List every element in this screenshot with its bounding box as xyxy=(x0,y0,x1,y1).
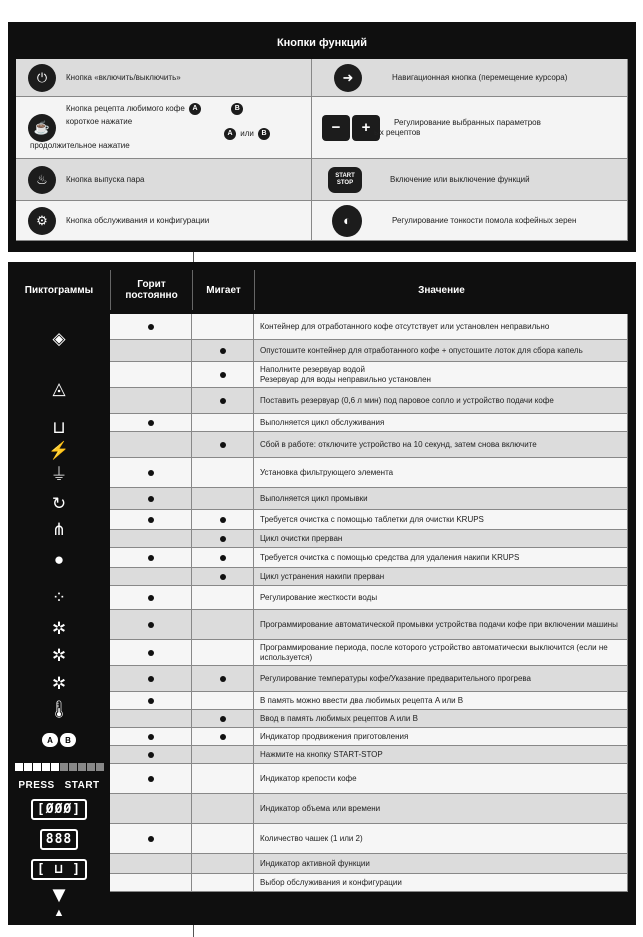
cell-blink xyxy=(192,314,254,339)
cell-blink xyxy=(192,610,254,639)
recipe-or: или xyxy=(240,128,254,138)
on-dot-icon xyxy=(148,698,154,704)
cell-blink xyxy=(192,568,254,585)
cell-blink xyxy=(192,458,254,487)
on-dot-icon xyxy=(148,836,154,842)
table-row xyxy=(110,728,628,746)
minus-button[interactable]: − xyxy=(322,115,350,141)
start-cell xyxy=(312,159,628,201)
cell-blink xyxy=(192,824,254,853)
table-row xyxy=(110,610,628,640)
favorites-hearts-icon xyxy=(8,722,110,758)
on-dot-icon xyxy=(148,496,154,502)
cell-meaning: Программирование периода, после которого устройство автоматически выключится (если не используется) xyxy=(254,640,628,665)
cell-on xyxy=(110,640,192,665)
table-row xyxy=(110,854,628,874)
adjust-label-line1: Регулирование выбранных параметров xyxy=(394,117,541,127)
on-dot-icon xyxy=(148,595,154,601)
cell-meaning: Выполняется цикл промывки xyxy=(254,488,628,509)
cell-blink xyxy=(192,548,254,567)
cell-on xyxy=(110,488,192,509)
start-icon-top: START xyxy=(335,172,355,179)
start-icon-bottom: STOP xyxy=(336,179,354,186)
press-start-pictogram xyxy=(8,776,110,794)
cell-blink xyxy=(192,874,254,891)
cell-meaning: Выполняется цикл обслуживания xyxy=(254,414,628,431)
table-row xyxy=(110,692,628,710)
cell-blink xyxy=(192,666,254,691)
cell-meaning: Требуется очистка с помощью таблетки для очистки KRUPS xyxy=(254,510,628,529)
heart-a-icon: A xyxy=(189,103,201,115)
cell-on xyxy=(110,710,192,727)
error-plug-icon: ⏚ xyxy=(50,464,68,484)
cell-meaning: Ввод в память любимых рецептов A или B xyxy=(254,710,628,727)
blink-dot-icon xyxy=(220,716,226,722)
service-label: Кнопка обслуживания и конфигурации xyxy=(66,216,210,225)
cell-blink xyxy=(192,746,254,763)
steam-nozzle-icon: ⊔ xyxy=(52,417,66,437)
header-pictograms: Пиктограммы xyxy=(24,284,94,296)
nav-cell xyxy=(312,59,628,97)
cell-on xyxy=(110,728,192,745)
heart-b-long-icon: B xyxy=(258,128,270,140)
heart-a-long-icon: A xyxy=(224,128,236,140)
start-stop-icon[interactable] xyxy=(328,167,362,193)
blink-dot-icon xyxy=(220,555,226,561)
on-dot-icon xyxy=(148,650,154,656)
cell-meaning: Индикатор продвижения приготовления xyxy=(254,728,628,745)
cell-on xyxy=(110,340,192,361)
blink-dot-icon xyxy=(220,442,226,448)
service-cell xyxy=(16,201,312,241)
table-row xyxy=(110,586,628,610)
cell-meaning: Цикл устранения накипи прерван xyxy=(254,568,628,585)
cell-meaning: Регулирование температуры кофе/Указание предварительного прогрева xyxy=(254,666,628,691)
adjust-label xyxy=(374,117,541,138)
cell-on xyxy=(110,692,192,709)
arrow-right-icon[interactable]: ➜ xyxy=(334,64,362,92)
cell-on xyxy=(110,610,192,639)
cell-meaning: Нажмите на кнопку START-STOP xyxy=(254,746,628,763)
plus-button[interactable]: + xyxy=(352,115,380,141)
descaling-icon: ⁘ xyxy=(51,587,67,607)
table-row xyxy=(110,388,628,414)
cell-on xyxy=(110,746,192,763)
cell-blink xyxy=(192,640,254,665)
steam-icon[interactable]: ♨ xyxy=(28,166,56,194)
water-tank-icon: ◬ xyxy=(52,378,66,398)
service-plug-icon: ⚡ xyxy=(48,440,70,460)
on-dot-icon xyxy=(148,555,154,561)
pictogram-table xyxy=(8,262,636,925)
on-dot-icon xyxy=(148,752,154,758)
on-dot-icon xyxy=(148,420,154,426)
volume-lcd: 888 xyxy=(40,829,78,850)
cell-meaning: Регулирование жесткости воды xyxy=(254,586,628,609)
power-label: Кнопка «включить/выключить» xyxy=(66,73,181,82)
table-row xyxy=(110,530,628,548)
cell-on xyxy=(110,314,192,339)
cell-on xyxy=(110,432,192,457)
cell-blink xyxy=(192,362,254,387)
steam-cell xyxy=(16,159,312,201)
blink-dot-icon xyxy=(220,676,226,682)
table-row xyxy=(110,824,628,854)
cell-on xyxy=(110,666,192,691)
table-row xyxy=(110,764,628,794)
cell-meaning: Индикатор крепости кофе xyxy=(254,764,628,793)
cell-meaning: Поставить резервуар (0,6 л мин) под паровое сопло и устройство подачи кофе xyxy=(254,388,628,413)
cell-on xyxy=(110,458,192,487)
water-hardness-icon: ✲ xyxy=(51,618,67,638)
heart-b-icon: B xyxy=(231,103,243,115)
plus-minus-buttons xyxy=(322,115,380,141)
table-row xyxy=(110,746,628,764)
thermometer-icon: 🌡 xyxy=(48,699,70,719)
cell-blink xyxy=(192,510,254,529)
cell-on xyxy=(110,530,192,547)
cell-meaning: Сбой в работе: отключите устройство на 10 секунд, затем снова включите xyxy=(254,432,628,457)
cell-blink xyxy=(192,388,254,413)
on-dot-icon xyxy=(148,517,154,523)
grind-cell xyxy=(312,201,628,241)
volume-indicator-icon xyxy=(8,824,110,854)
service-selection-triangle-icon: ▲ xyxy=(53,906,65,919)
blink-dot-icon xyxy=(220,536,226,542)
cell-blink xyxy=(192,710,254,727)
cell-on xyxy=(110,586,192,609)
cell-meaning: Наполните резервуар водой Резервуар для воды неправильно установлен xyxy=(254,362,628,387)
coffee-bean-icon[interactable]: ◐ xyxy=(332,205,362,237)
table-row xyxy=(110,488,628,510)
table-row xyxy=(110,314,628,340)
recipe-cell xyxy=(16,97,312,159)
cell-meaning: Контейнер для отработанного кофе отсутствует или установлен неправильно xyxy=(254,314,628,339)
header-blink: Мигает xyxy=(192,270,254,310)
power-cell xyxy=(16,59,312,97)
table-row xyxy=(110,510,628,530)
on-dot-icon xyxy=(148,470,154,476)
cell-on xyxy=(110,362,192,387)
heart-b-pictogram: B xyxy=(60,733,76,747)
cell-meaning: Индикатор активной функции xyxy=(254,854,628,873)
recipe-label-line3: продолжительное нажатие xyxy=(30,140,130,150)
header-meaning: Значение xyxy=(254,270,628,310)
table-row xyxy=(110,548,628,568)
recipe-label-line2: короткое нажатие xyxy=(66,116,133,126)
cups-lcd: [ ⊔ ] xyxy=(31,859,87,880)
power-icon[interactable]: ⏻ xyxy=(28,64,56,92)
cell-blink xyxy=(192,414,254,431)
cell-blink xyxy=(192,854,254,873)
table-row xyxy=(110,710,628,728)
blink-dot-icon xyxy=(220,574,226,580)
functions-grid xyxy=(16,59,628,247)
start-label: Включение или выключение функций xyxy=(390,175,530,184)
cell-on xyxy=(110,824,192,853)
cell-meaning: Индикатор объема или времени xyxy=(254,794,628,823)
gear-icon[interactable]: ⚙ xyxy=(28,207,56,235)
cell-blink xyxy=(192,530,254,547)
cell-blink xyxy=(192,692,254,709)
on-dot-icon xyxy=(148,676,154,682)
grind-label: Регулирование тонкости помола кофейных зерен xyxy=(392,216,577,225)
cell-on xyxy=(110,510,192,529)
on-dot-icon xyxy=(148,776,154,782)
cell-meaning: Программирование автоматической промывки устройства подачи кофе при включении машины xyxy=(254,610,628,639)
recipe-label-line1: Кнопка рецепта любимого кофе xyxy=(66,104,185,114)
table-body xyxy=(110,314,628,892)
divider-bottom xyxy=(193,925,194,937)
table-row xyxy=(110,340,628,362)
cell-on xyxy=(110,854,192,873)
heart-a-pictogram: A xyxy=(42,733,58,747)
table-row xyxy=(110,640,628,666)
strength-indicator-icon xyxy=(8,794,110,824)
cell-meaning: Выбор обслуживания и конфигурации xyxy=(254,874,628,891)
table-row xyxy=(110,362,628,388)
cell-meaning: В память можно ввести два любимых рецепта A или B xyxy=(254,692,628,709)
cups-indicator-icon xyxy=(8,854,110,884)
strength-lcd: [ØØØ] xyxy=(31,799,87,820)
cell-on xyxy=(110,414,192,431)
cell-blink xyxy=(192,794,254,823)
cell-blink xyxy=(192,340,254,361)
cell-on xyxy=(110,568,192,585)
table-row xyxy=(110,794,628,824)
cell-meaning: Установка фильтрующего элемента xyxy=(254,458,628,487)
table-row xyxy=(110,874,628,892)
functions-title: Кнопки функций xyxy=(276,37,368,49)
coffee-cup-icon[interactable]: ☕ xyxy=(28,114,56,142)
filter-refresh-icon: ↻ xyxy=(51,493,67,513)
auto-off-icon: ✲ xyxy=(51,673,67,693)
cell-blink xyxy=(192,586,254,609)
cell-on xyxy=(110,388,192,413)
cleaning-tablet-icon: ● xyxy=(53,549,65,569)
table-row xyxy=(110,568,628,586)
cell-meaning: Опустошите контейнер для отработанного кофе + опустошите лоток для сбора капель xyxy=(254,340,628,361)
blink-dot-icon xyxy=(220,348,226,354)
blink-dot-icon xyxy=(220,372,226,378)
press-start-text: PRESS START xyxy=(18,779,100,791)
table-row xyxy=(110,432,628,458)
functions-panel xyxy=(8,22,636,252)
rinse-icon: ⋔ xyxy=(51,519,67,539)
recipe-label xyxy=(30,103,272,151)
active-function-triangle-icon: ▼ xyxy=(48,881,70,907)
cell-blink xyxy=(192,764,254,793)
grounds-container-icon: ◈ xyxy=(52,328,66,348)
cell-on xyxy=(110,764,192,793)
auto-rinse-icon: ✲ xyxy=(51,645,67,665)
progress-bar-icon xyxy=(8,758,110,776)
blink-dot-icon xyxy=(220,398,226,404)
cell-on xyxy=(110,548,192,567)
adjust-label-line2: ых рецептов xyxy=(374,127,421,137)
blink-dot-icon xyxy=(220,517,226,523)
table-row xyxy=(110,414,628,432)
on-dot-icon xyxy=(148,622,154,628)
blink-dot-icon xyxy=(220,734,226,740)
table-row xyxy=(110,458,628,488)
divider-top xyxy=(193,252,194,262)
header-on: Горит постоянно xyxy=(110,270,192,310)
table-row xyxy=(110,666,628,692)
cell-on xyxy=(110,794,192,823)
cell-blink xyxy=(192,488,254,509)
cell-meaning: Цикл очистки прерван xyxy=(254,530,628,547)
cell-meaning: Требуется очистка с помощью средства для удаления накипи KRUPS xyxy=(254,548,628,567)
cell-blink xyxy=(192,728,254,745)
adjust-cell xyxy=(312,97,628,159)
cell-blink xyxy=(192,432,254,457)
steam-label: Кнопка выпуска пара xyxy=(66,175,145,184)
table-header xyxy=(8,270,636,310)
on-dot-icon xyxy=(148,324,154,330)
on-dot-icon xyxy=(148,734,154,740)
nav-label: Навигационная кнопка (перемещение курсора) xyxy=(392,73,568,82)
cell-on xyxy=(110,874,192,891)
cell-meaning: Количество чашек (1 или 2) xyxy=(254,824,628,853)
